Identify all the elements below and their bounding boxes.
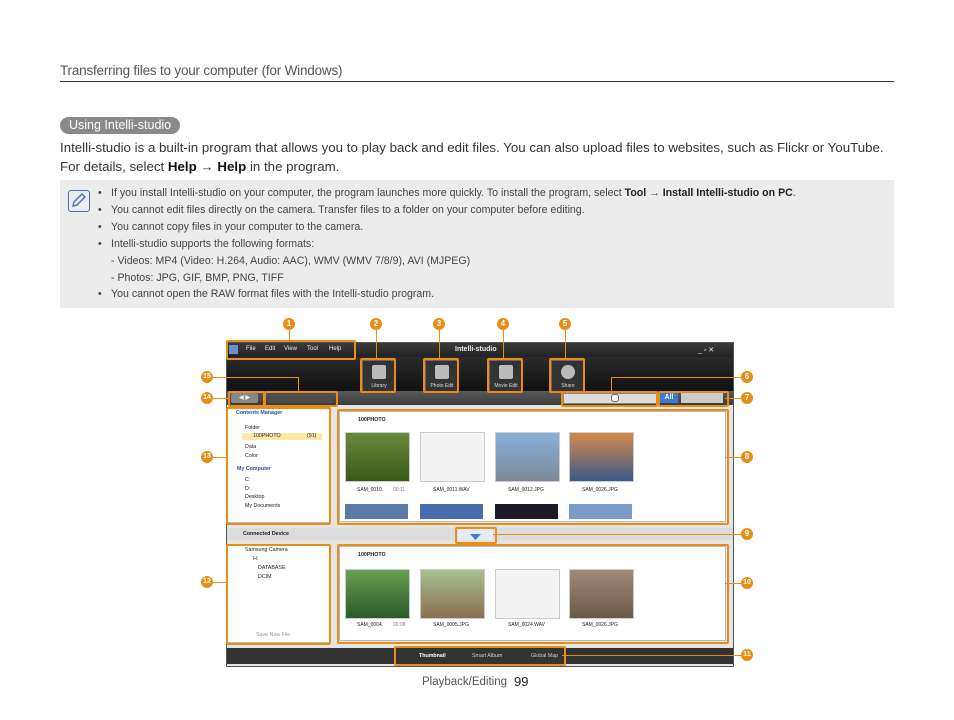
tree-item-c[interactable]: C: [245,477,251,483]
highlight-filter [658,391,729,407]
save-new-file-button[interactable]: Save New File [256,632,291,638]
thumb-label: SAM_0026.JPG [582,487,618,493]
intro-help-2: Help [217,158,247,174]
tree-item-folder[interactable]: Folder [245,425,261,431]
tree-item-data[interactable]: Data [245,444,257,450]
top-folder-label: 100PHOTO [358,417,386,423]
intro-text-end: in the program. [246,158,340,174]
highlight-zoom [561,391,658,407]
tree-item-desktop[interactable]: Desktop [245,494,265,500]
callout-9: 9 [741,528,753,540]
leader-line [213,398,228,399]
leader-line [213,582,226,583]
intro-arrow: → [196,158,218,174]
leader-line [611,377,612,391]
leader-line [611,377,741,378]
highlight-expand [455,527,497,544]
connected-device-label: Connected Device [243,531,289,537]
app-brand: Intelli-studio [455,346,497,353]
highlight-share [549,358,585,393]
tab-smart-album[interactable]: Smart Album [472,653,503,659]
thumb-label: SAM_0011.WAV [433,487,470,493]
highlight-top-pane [337,409,729,525]
tree-item-100photo[interactable]: 100PHOTO [253,433,281,439]
page-header-title: Transferring files to your computer (for Windows) [60,63,343,78]
note-bold: Install Intelli-studio on PC [662,187,793,199]
tab-thumbnail[interactable]: Thumbnail [419,653,446,659]
callout-8: 8 [741,451,753,463]
leader-line [376,330,377,358]
movie-edit-label: Movie Edit [494,383,518,389]
callout-7: 7 [741,392,753,404]
main-toolbar [227,357,733,391]
note-pencil-icon [68,190,90,212]
callout-12: 12 [201,576,213,588]
callout-5: 5 [559,318,571,330]
leader-line [565,330,566,358]
callout-10: 10 [741,577,753,589]
intro-paragraph [60,139,900,176]
tree-item-mydocuments[interactable]: My Documents [245,503,281,509]
thumb-label: SAM_0010. [357,487,384,493]
leader-line [213,377,298,378]
header-rule [60,81,894,82]
contents-manager-label: Contents Manager [236,410,283,416]
note-text: If you install Intelli-studio on your computer, the program launches more quickly. To install the program, select [111,187,625,199]
note-box [60,180,894,308]
thumb-label: SAM_0005.JPG [433,622,469,628]
leader-line [213,457,226,458]
tree-item-count: (91) [307,433,317,439]
callout-13: 13 [201,451,213,463]
menu-file[interactable]: File [246,346,256,352]
note-item: • You cannot copy files in your computer to the camera. [98,219,796,236]
leader-line [493,534,741,535]
bottom-folder-label: 100PHOTO [358,552,386,558]
menu-view[interactable]: View [284,346,297,352]
leader-line [725,583,741,584]
note-list [98,185,796,303]
menu-edit[interactable]: Edit [265,346,276,352]
highlight-edit-tools [264,391,338,407]
leader-line [725,457,741,458]
note-item: • You cannot open the RAW format files with the Intelli-studio program. [98,286,796,303]
leader-line [439,330,440,358]
leader-line [725,398,741,399]
note-text: . [792,187,796,199]
note-subitem: - Videos: MP4 (Video: H.264, Audio: AAC), WMV (WMV 7/8/9), AVI (MJPEG) [111,254,471,267]
menu-tool[interactable]: Tool [307,346,319,352]
highlight-bottom-pane [337,544,729,644]
filter-all-button[interactable]: All [660,393,678,403]
highlight-movie-edit [487,358,523,393]
callout-15: 15 [201,371,213,383]
highlight-contents [226,407,331,525]
intro-text: Intelli-studio is a built-in program that allows you to play back and edit files. You can also upload files to websites, such as Flickr or YouTube. For details, select [60,140,884,174]
note-item [98,185,796,202]
back-forward-icon[interactable]: ◀ ▶ [231,393,258,403]
thumb-duration: 00:11 [393,487,406,493]
note-arrow: → [646,187,663,199]
leader-line [289,330,290,340]
callout-6: 6 [741,371,753,383]
highlight-menu [226,340,356,360]
share-label: Share [561,383,575,389]
intro-help-1: Help [167,158,197,174]
menu-help[interactable]: Help [329,346,342,352]
highlight-view-tabs [394,646,566,666]
tree-item-dcim[interactable]: DCIM [258,574,272,580]
my-computer-label: My Computer [237,466,271,472]
note-item: • You cannot edit files directly on the camera. Transfer files to a folder on your computer before editing. [98,202,796,219]
highlight-library [360,358,396,393]
leader-line [298,377,299,391]
tree-item-h[interactable]: H: [253,556,259,562]
tree-item-database[interactable]: DATABASE [258,565,286,571]
page-number: 99 [514,674,529,689]
thumb-label: SAM_0012.JPG [508,487,544,493]
tree-item-samsung-camera[interactable]: Samsung Camera [245,547,288,553]
thumb-label: SAM_0026.JPG [582,622,618,628]
leader-line [562,655,741,656]
highlight-photo-edit [423,358,459,393]
note-bold: Tool [624,187,647,199]
thumb-duration: 00:08 [393,622,406,628]
callout-1: 1 [283,318,295,330]
photo-edit-label: Photo Edit [430,383,454,389]
library-label: Library [371,383,387,389]
footer-section-label: Playback/Editing [422,676,508,688]
tab-global-map[interactable]: Global Map [531,653,559,659]
tree-item-d[interactable]: D: [245,486,251,492]
thumb-label: SAM_0004. [357,622,384,628]
section-tag: Using Intelli-studio [60,117,180,134]
callout-4: 4 [497,318,509,330]
thumb-label: SAM_0024.WAV [508,622,545,628]
note-subitem: - Photos: JPG, GIF, BMP, PNG, TIFF [111,271,284,284]
leader-line [503,330,504,358]
highlight-device [226,544,331,645]
note-item: • Intelli-studio supports the following formats: [98,236,796,253]
highlight-nav [228,391,265,407]
window-controls[interactable]: _ ▫ ✕ [698,347,715,354]
callout-3: 3 [433,318,445,330]
callout-11: 11 [741,649,753,661]
callout-2: 2 [370,318,382,330]
callout-14: 14 [201,392,213,404]
tree-item-color[interactable]: Color [245,453,258,459]
